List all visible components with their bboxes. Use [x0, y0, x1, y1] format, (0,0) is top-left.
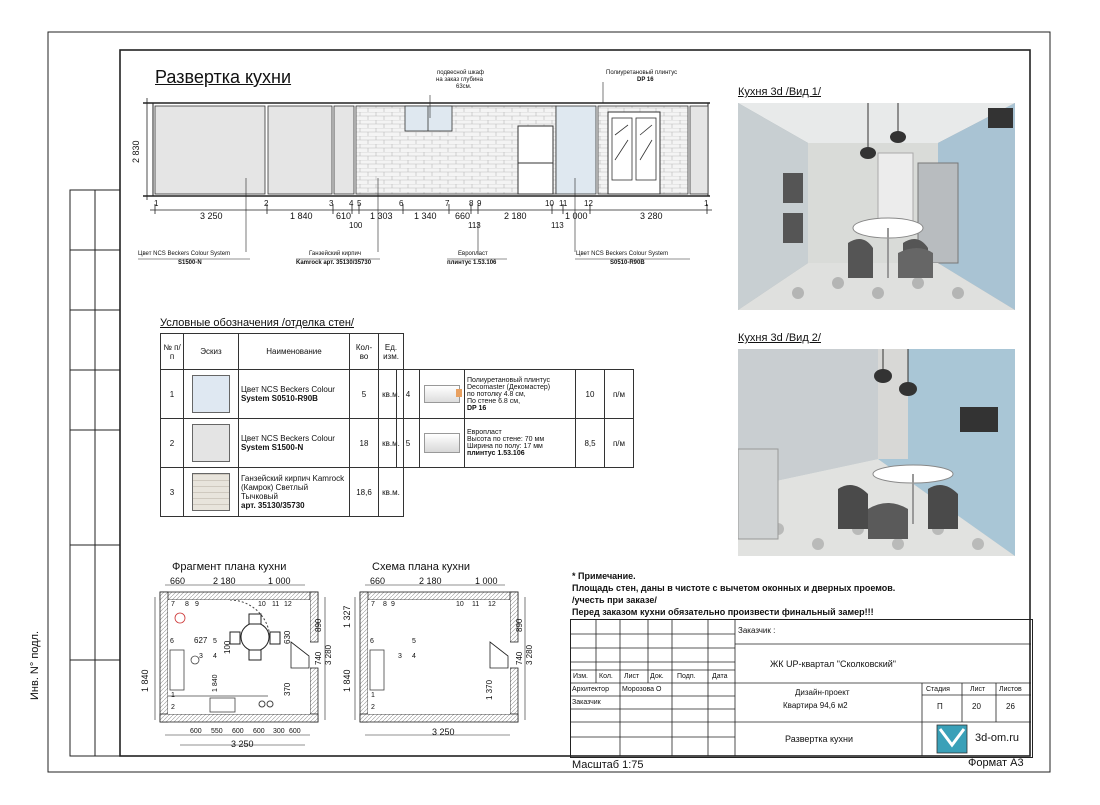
- plan1-right-dim: 740: [314, 651, 323, 665]
- plan2-num: 11: [472, 601, 480, 608]
- tb-sheet: 20: [972, 702, 981, 711]
- small-dim-label: 100: [349, 221, 363, 230]
- legend-qty: 8,5: [576, 419, 605, 468]
- plan2-num: 1: [371, 692, 375, 699]
- note-color1-a: Цвет NCS Beckers Colour System: [138, 251, 231, 257]
- plan2-num: 6: [370, 638, 374, 645]
- dim-label: 3 280: [640, 211, 663, 221]
- plan1-num: 7: [171, 601, 175, 608]
- plan1-num: 3: [199, 653, 203, 660]
- tb-design2: Квартира 94,6 м2: [783, 701, 848, 710]
- note-europlast-a: Европласт: [458, 251, 488, 257]
- legend-name: System S0510-R90B: [241, 394, 318, 403]
- plan2-right-dim: 1 370: [485, 679, 494, 700]
- plan1-num: 10: [258, 601, 266, 608]
- legend-header: № п/п: [161, 334, 184, 370]
- legend-qty: 18: [350, 419, 379, 468]
- legend-unit: кв.м.: [379, 468, 404, 517]
- legend-unit: п/м: [605, 419, 634, 468]
- legend-header: Кол-во: [350, 334, 379, 370]
- legend-desc: DP 16: [467, 404, 487, 412]
- tb-customer-label: Заказчик :: [738, 626, 776, 635]
- dim-label: 610: [336, 211, 352, 221]
- notes-line: /учесть при заказе/: [572, 595, 657, 605]
- legend-num: 5: [397, 419, 420, 468]
- point-label: 6: [399, 199, 404, 208]
- plan2-num: 10: [456, 601, 464, 608]
- legend-desc: Высота по стене: 70 мм: [467, 436, 545, 443]
- plan1-right-dim: 630: [283, 630, 292, 644]
- legend-desc: Европласт: [467, 429, 502, 436]
- plan1-num: 8: [185, 601, 189, 608]
- note-color2-a: Цвет NCS Beckers Colour System: [576, 251, 669, 257]
- plan1-num: 11: [272, 601, 280, 608]
- tb-header: Кол.: [599, 673, 613, 680]
- tb-stage: П: [937, 702, 943, 711]
- plan1-bottom-small: 600: [190, 728, 202, 735]
- legend-header: Эскиз: [184, 334, 239, 370]
- tb-project: ЖК UP-квартал "Сколковский": [770, 659, 896, 669]
- note-color2-b: S0510-R90B: [610, 260, 645, 266]
- point-label: 9: [477, 199, 482, 208]
- inv-label: Инв. N° подл.: [29, 630, 41, 700]
- view1-title: Кухня 3d /Вид 1/: [738, 86, 821, 98]
- legend-desc: По стене 6.8 см,: [467, 397, 521, 405]
- notes-title: * Примечание.: [572, 571, 636, 581]
- point-label: 10: [545, 199, 554, 208]
- plan1-num: 2: [171, 704, 175, 711]
- tb-sheet-title: Развертка кухни: [785, 734, 854, 744]
- plan1-top-dim: 2 180: [213, 576, 236, 586]
- tb-design1: Дизайн-проект: [795, 688, 850, 697]
- tb-header: Дата: [712, 673, 728, 680]
- dim-label: 1 340: [414, 211, 437, 221]
- plan1-right-dim: 370: [283, 682, 292, 696]
- dim-label: 1 000: [565, 211, 588, 221]
- plan1-num: 9: [195, 601, 199, 608]
- legend-num: 2: [161, 419, 184, 468]
- legend-name: System S1500-N: [241, 443, 304, 452]
- plan2-left-dim: 1 840: [342, 669, 352, 692]
- plan1-num: 12: [284, 601, 292, 608]
- plan1-right-dim: 3 280: [324, 644, 333, 665]
- tb-header: Подп.: [677, 673, 696, 680]
- view2-title: Кухня 3d /Вид 2/: [738, 332, 821, 344]
- point-label: 1: [154, 199, 159, 208]
- point-label: 12: [584, 199, 593, 208]
- tb-sheets-h: Листов: [999, 686, 1022, 693]
- point-label: 5: [357, 199, 362, 208]
- notes-line: Площадь стен, даны в чистоте с вычетом оконных и дверных проемов.: [572, 583, 896, 593]
- plan1-bottom-small: 600: [232, 728, 244, 735]
- plan2-num: 2: [371, 704, 375, 711]
- plan2-num: 9: [391, 601, 395, 608]
- plan2-num: 8: [383, 601, 387, 608]
- legend-qty: 10: [576, 370, 605, 419]
- small-dim-label: 113: [551, 221, 564, 230]
- plan2-num: 4: [412, 653, 416, 660]
- plan2-num: 7: [371, 601, 375, 608]
- plan2-top-dim: 2 180: [419, 576, 442, 586]
- dim-label: 1 840: [290, 211, 313, 221]
- tb-header: Изм.: [573, 673, 588, 680]
- plan1-num: 1: [171, 692, 175, 699]
- legend-name: Цвет NCS Beckers Colour: [241, 434, 335, 443]
- legend-desc: плинтус 1.53.106: [467, 450, 525, 457]
- tb-site: 3d-om.ru: [975, 732, 1020, 744]
- plan2-num: 12: [488, 601, 496, 608]
- point-label: 11: [559, 199, 568, 208]
- legend-name: Ганзейский кирпич Kamrock: [241, 474, 345, 483]
- legend-unit: кв.м.: [379, 370, 404, 419]
- small-dim-label: 113: [468, 221, 481, 230]
- dim-label: 2 180: [504, 211, 527, 221]
- plan1-right-dim: 100: [223, 640, 232, 654]
- legend-num: 1: [161, 370, 184, 419]
- plan1-top-dim: 660: [170, 576, 186, 586]
- scale-label: Масштаб 1:75: [572, 759, 644, 771]
- tb-header: Лист: [624, 673, 640, 680]
- tb-architect-label: Архитектор: [572, 686, 609, 693]
- plan2-top-dim: 1 000: [475, 576, 498, 586]
- point-label: 2: [264, 199, 269, 208]
- plan1-bottom-small: 600: [253, 728, 265, 735]
- note-color1-b: S1500-N: [178, 260, 202, 266]
- elevation-title: Развертка кухни: [155, 67, 292, 87]
- tb-sheets: 26: [1006, 702, 1015, 711]
- plan1-bottom-small: 600: [289, 728, 301, 735]
- plan1-num: 5: [213, 638, 217, 645]
- callout-plinth-1: Полиуретановый плинтус: [606, 70, 678, 76]
- note-brick-a: Ганзейский кирпич: [309, 251, 361, 257]
- plan1-num: 6: [170, 638, 174, 645]
- legend-desc: Полиуретановый плинтус: [467, 376, 550, 384]
- legend-name: (Камрок) Светлый Тычковый: [241, 483, 309, 501]
- legend-header: Наименование: [239, 334, 350, 370]
- plan2-left-dim: 1 327: [342, 605, 352, 628]
- legend-unit: кв.м.: [379, 419, 404, 468]
- legend-desc: Decomaster (Декомастер): [467, 383, 551, 391]
- notes-line: Перед заказом кухни обязательно произвести финальный замер!!!: [572, 607, 874, 617]
- plan2-top-dim: 660: [370, 576, 386, 586]
- note-europlast-b: плинтус 1.53.106: [447, 260, 497, 266]
- tb-customer-row: Заказчик: [572, 699, 601, 706]
- point-label: 3: [329, 199, 334, 208]
- legend-title: Условные обозначения /отделка стен/: [160, 317, 354, 329]
- format-label: Формат А3: [968, 757, 1024, 769]
- plan2-right-dim: 890: [515, 618, 524, 632]
- plan1-top-dim: 1 000: [268, 576, 291, 586]
- plan2-num: 5: [412, 638, 416, 645]
- plan1-inner-dim: 1 840: [212, 674, 219, 692]
- legend-name: арт. 35130/35730: [241, 501, 305, 510]
- tb-header: Док.: [650, 673, 664, 680]
- plan1-right-dim: 890: [314, 618, 323, 632]
- point-label: 1: [704, 199, 709, 208]
- callout-cabinet-1: подвесной шкаф: [437, 70, 484, 76]
- plan2-right-dim: 3 280: [525, 644, 534, 665]
- legend-desc: по потолку 4.8 см,: [467, 390, 526, 398]
- legend-num: 4: [397, 370, 420, 419]
- plan1-bottom-small: 550: [211, 728, 223, 735]
- plan1-bottom-small: 300: [273, 728, 285, 735]
- plan2-title: Схема плана кухни: [372, 561, 471, 573]
- point-label: 4: [349, 199, 354, 208]
- plan1-left-dim: 1 840: [140, 669, 150, 692]
- tb-architect-name: Морозова О: [622, 686, 662, 693]
- dim-label: 660: [455, 211, 471, 221]
- plan1-num: 4: [213, 653, 217, 660]
- legend-qty: 5: [350, 370, 379, 419]
- legend-num: 3: [161, 468, 184, 517]
- callout-cabinet-2: на заказ глубина: [436, 77, 483, 83]
- plan2-bottom-dim: 3 250: [432, 727, 455, 737]
- plan1-bottom-dim: 3 250: [231, 739, 254, 749]
- plan2-num: 3: [398, 653, 402, 660]
- legend-unit: п/м: [605, 370, 634, 419]
- point-label: 8: [469, 199, 474, 208]
- dim-label: 3 250: [200, 211, 223, 221]
- dim-label: 1 303: [370, 211, 393, 221]
- callout-plinth-2: DP 16: [637, 77, 654, 83]
- legend-desc: Ширина по полу: 17 мм: [467, 443, 543, 450]
- legend-header: Ед. изм.: [379, 334, 404, 370]
- tb-stage-h: Стадия: [926, 686, 950, 693]
- callout-cabinet-3: 63см.: [456, 84, 472, 90]
- plan1-num: 627: [194, 636, 208, 645]
- elevation-height-dim: 2 830: [131, 140, 141, 163]
- tb-sheet-h: Лист: [970, 686, 986, 693]
- plan1-title: Фрагмент плана кухни: [172, 561, 287, 573]
- legend-name: Цвет NCS Beckers Colour: [241, 385, 335, 394]
- plan2-right-dim: 740: [515, 651, 524, 665]
- point-label: 7: [445, 199, 450, 208]
- legend-qty: 18,6: [350, 468, 379, 517]
- note-brick-b: Kamrock арт. 35130/35730: [296, 260, 372, 266]
